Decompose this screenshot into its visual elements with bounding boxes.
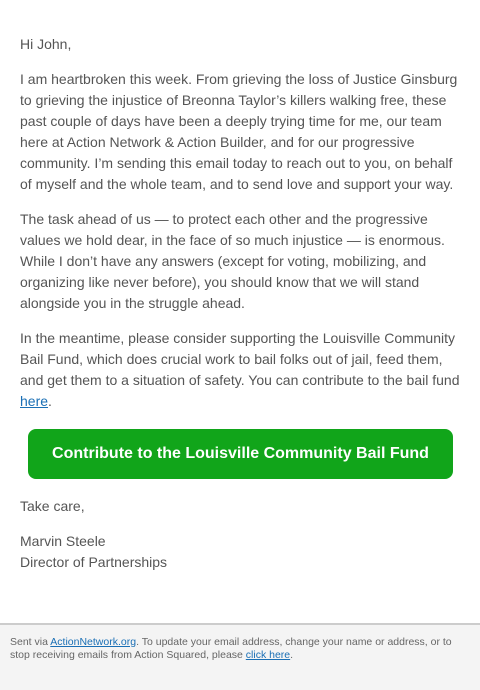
footer-end: .	[290, 649, 294, 661]
closing: Take care,	[20, 498, 85, 514]
greeting: Hi John,	[20, 36, 72, 52]
bail-fund-text: In the meantime, please consider supporting the Louisville Community Bail Fund, which does crucial work to bail folks out of jail, feed them, and get them to a situation of safety. You can contribute to the bail fund	[20, 330, 460, 388]
contribute-button[interactable]: Contribute to the Louisville Community Bail Fund	[28, 429, 453, 479]
here-link[interactable]: here	[20, 393, 49, 409]
footer-prefix: Sent via	[10, 636, 51, 648]
cta-container	[28, 429, 453, 479]
bail-fund-end: .	[48, 393, 52, 409]
signature-name: Marvin Steele	[20, 533, 106, 549]
footer-middle: . To update your email address, change your name or address, or to stop receiving emails from Action Squared, please	[10, 636, 452, 661]
actionnetwork-link[interactable]: ActionNetwork.org	[50, 636, 137, 648]
email-footer	[0, 623, 480, 690]
signoff	[20, 496, 462, 573]
paragraph-task-ahead: The task ahead of us — to protect each other and the progressive values we hold dear, in the face of so much injustice — is enormous. While I don’t have any answers (except for voting, mobilizing, and organizing like never before), you should know that we will stand alongside you in the struggle ahead.	[20, 211, 445, 311]
footer-text	[10, 636, 470, 662]
click-here-link[interactable]: click here	[245, 649, 291, 661]
signature-title: Director of Partnerships	[20, 554, 168, 570]
email-body	[20, 34, 462, 426]
paragraph-bail-fund	[20, 328, 462, 412]
paragraph-heartbroken: I am heartbroken this week. From grieving the loss of Justice Ginsburg to grieving the injustice of Breonna Taylor’s killers walking free, these past couple of days have been a deeply trying time for me, our team here at Action Network & Action Builder, and for our progressive community. I’m sending this email today to reach out to you, on behalf of myself and the whole team, and to send love and support your way.	[20, 71, 458, 192]
